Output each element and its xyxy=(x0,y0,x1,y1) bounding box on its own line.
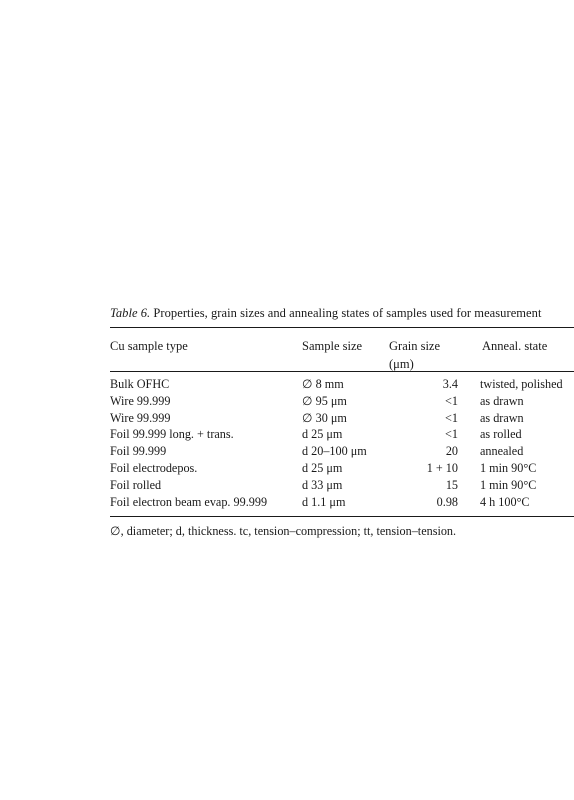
table-footnote: ∅, diameter; d, thickness. tc, tension–compression; tt, tension–tension. xyxy=(110,524,457,538)
cell-type: Foil electrodepos. xyxy=(110,460,198,475)
cell-type: Bulk OFHC xyxy=(110,377,170,391)
cell-anneal: annealed xyxy=(480,444,524,459)
cell-size: d 20–100 μm xyxy=(302,444,367,459)
cell-grain: <1 xyxy=(445,427,458,442)
cell-size: d 25 μm xyxy=(302,460,343,475)
table-bottom-rule xyxy=(110,516,574,517)
cell-type: Foil 99.999 long. + trans. xyxy=(110,427,234,442)
table-caption xyxy=(110,306,541,321)
cell-grain: 20 xyxy=(445,444,458,459)
column-header-grain xyxy=(389,337,440,373)
cell-grain: <1 xyxy=(445,393,458,408)
cell-type: Wire 99.999 xyxy=(110,410,171,425)
table-row xyxy=(0,443,574,460)
table-row xyxy=(0,460,574,477)
cell-size: d 33 μm xyxy=(302,477,343,492)
cell-anneal: as rolled xyxy=(480,427,522,442)
cell-type: Foil electron beam evap. 99.999 xyxy=(110,494,268,509)
table-row xyxy=(0,410,574,427)
column-header-grain-label: Grain size xyxy=(389,339,441,353)
cell-grain: <1 xyxy=(445,410,458,425)
cell-anneal: as drawn xyxy=(480,410,524,425)
table-title: Properties, grain sizes and annealing states of samples used for measurement xyxy=(153,306,542,320)
cell-grain: 0.98 xyxy=(436,494,458,509)
table-body xyxy=(0,376,574,510)
cell-grain: 1 + 10 xyxy=(426,460,458,475)
cell-type: Wire 99.999 xyxy=(110,393,171,408)
cell-size: ∅ 8 mm xyxy=(302,377,344,391)
column-header-size: Sample size xyxy=(302,339,363,353)
cell-anneal: 1 min 90°C xyxy=(480,477,537,492)
table-top-rule xyxy=(110,327,574,328)
cell-type: Foil 99.999 xyxy=(110,444,167,459)
cell-type: Foil rolled xyxy=(110,477,162,492)
cell-anneal: 4 h 100°C xyxy=(480,494,530,509)
cell-size: d 25 μm xyxy=(302,427,343,442)
table-row xyxy=(0,376,574,393)
column-header-anneal: Anneal. state xyxy=(482,339,548,353)
table-row xyxy=(0,477,574,494)
cell-anneal: twisted, polished xyxy=(480,377,563,391)
table-row xyxy=(0,494,574,511)
table-row xyxy=(0,426,574,443)
column-header-type: Cu sample type xyxy=(110,339,188,353)
cell-size: ∅ 95 μm xyxy=(302,393,347,408)
table-header-rule xyxy=(110,371,574,372)
cell-grain: 3.4 xyxy=(442,377,458,391)
cell-anneal: 1 min 90°C xyxy=(480,460,537,475)
cell-anneal: as drawn xyxy=(480,393,524,408)
column-header-grain-unit: (μm) xyxy=(389,357,414,371)
cell-size: d 1.1 μm xyxy=(302,494,346,509)
cell-size: ∅ 30 μm xyxy=(302,410,347,425)
cell-grain: 15 xyxy=(445,477,458,492)
table-number: Table 6. xyxy=(110,306,151,320)
table-row xyxy=(0,393,574,410)
